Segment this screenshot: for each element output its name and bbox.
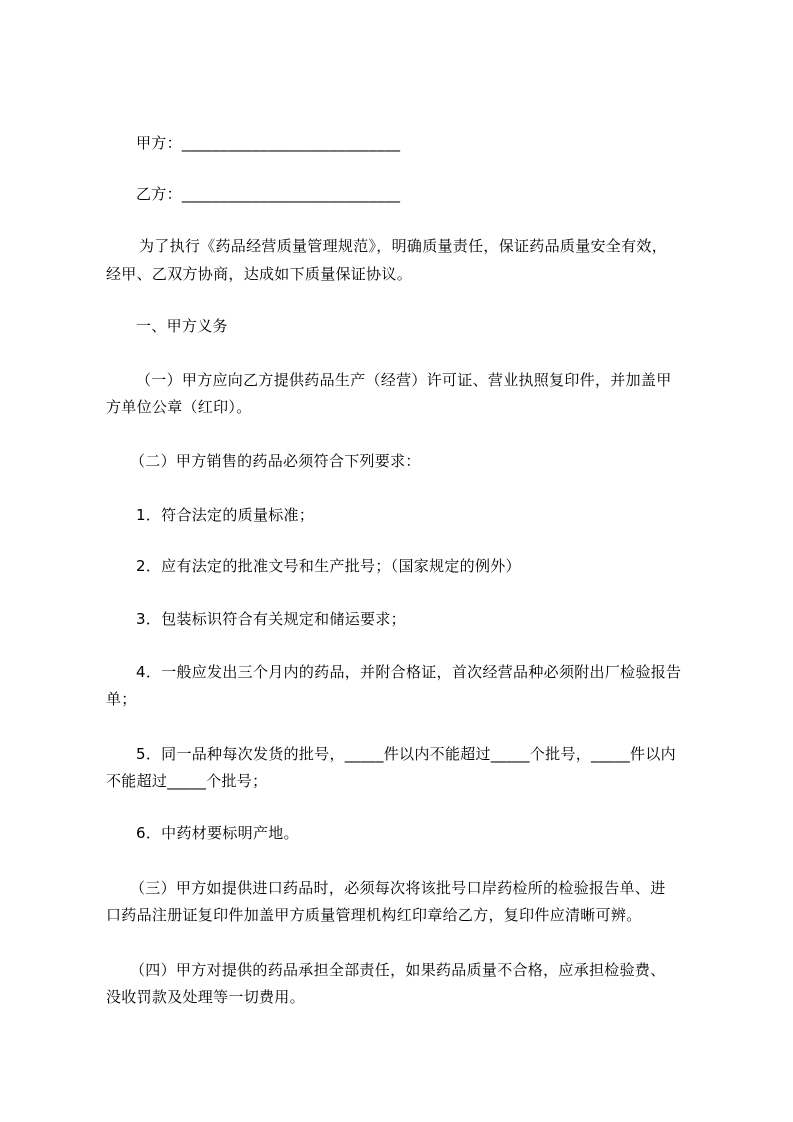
clause-2: （二）甲方销售的药品必须符合下列要求： (130, 452, 421, 470)
requirement-5-line-2: 不能超过_____个批号； (106, 772, 268, 790)
clause-4-line-1: （四）甲方对提供的药品承担全部责任，如果药品质量不合格，应承担检验费、 (130, 961, 666, 979)
clause-4-line-2: 没收罚款及处理等一切费用。 (106, 988, 305, 1006)
clause-1-line-2: 方单位公章（红印）。 (106, 398, 252, 416)
clause-3-line-2: 口药品注册证复印件加盖甲方质量管理机构红印章给乙方，复印件应清晰可辨。 (106, 906, 642, 924)
requirement-6: 6．中药材要标明产地。 (136, 824, 299, 842)
clause-3-line-1: （三）甲方如提供进口药品时，必须每次将该批号口岸药检所的检验报告单、进 (130, 879, 666, 897)
party-a-line: 甲方：____________________________ (136, 134, 401, 152)
requirement-3: 3．包装标识符合有关规定和储运要求； (136, 610, 406, 628)
requirement-1: 1．符合法定的质量标准； (136, 506, 315, 524)
requirement-5-line-1: 5．同一品种每次发货的批号，_____件以内不能超过_____个批号，_____件以内 (136, 745, 676, 763)
section-title-party-a-obligations: 一、甲方义务 (136, 317, 228, 335)
requirement-4-line-1: 4．一般应发出三个月内的药品，并附合格证，首次经营品种必须附出厂检验报告 (136, 663, 682, 681)
requirement-4-line-2: 单； (106, 690, 137, 708)
intro-paragraph-line-2: 经甲、乙双方协商，达成如下质量保证协议。 (106, 265, 413, 283)
requirement-2: 2．应有法定的批准文号和生产批号；（国家规定的例外） (136, 557, 521, 575)
party-b-line: 乙方：____________________________ (136, 185, 401, 203)
intro-paragraph-line-1: 为了执行《药品经营质量管理规范》，明确质量责任，保证药品质量安全有效， (139, 237, 668, 255)
clause-1-line-1: （一）甲方应向乙方提供药品生产（经营）许可证、营业执照复印件，并加盖甲 (136, 371, 672, 389)
